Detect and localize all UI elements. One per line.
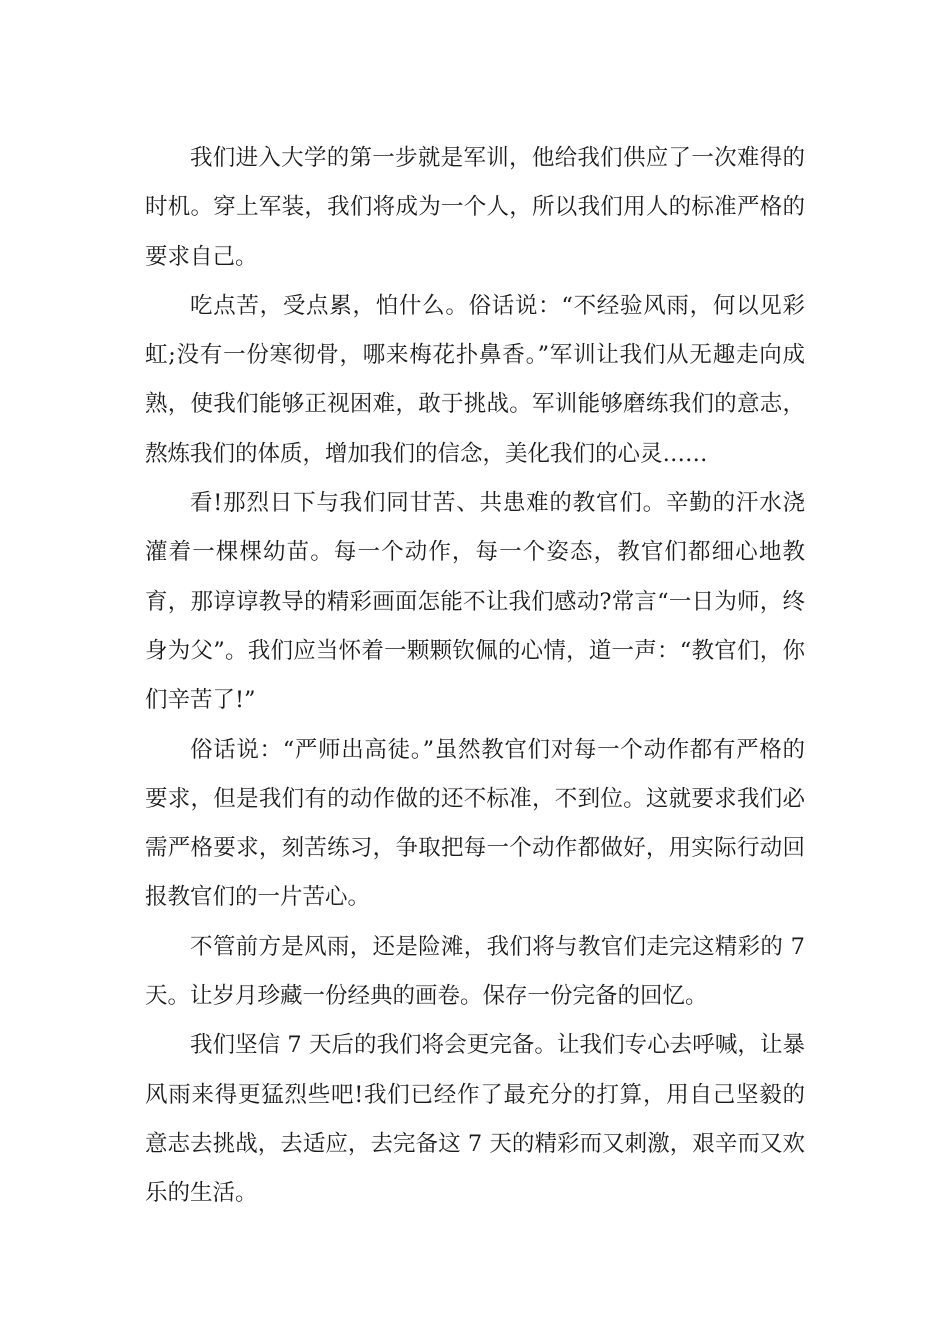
paragraph-5: 不管前方是风雨，还是险滩，我们将与教官们走完这精彩的 7 天。让岁月珍藏一份经典的画卷。保存一份完备的回忆。 (145, 933, 805, 1010)
paragraph-2: 吃点苦，受点累，怕什么。俗话说：“不经验风雨，何以见彩虹;没有一份寒彻骨，哪来梅花扑鼻香。”军训让我们从无趣走向成熟，使我们能够正视困难，敢于挑战。军训能够磨练我们的意志，熬炼我们的体质，增加我们的信念，美化我们的心灵…… (145, 292, 805, 467)
paragraph-1: 我们进入大学的第一步就是军训，他给我们供应了一次难得的时机。穿上军装，我们将成为一个人，所以我们用人的标准严格的要求自己。 (145, 145, 805, 270)
document-body (145, 134, 805, 1219)
paragraph-4: 俗话说：“严师出高徒。”虽然教官们对每一个动作都有严格的要求，但是我们有的动作做的还不标准，不到位。这就要求我们必需严格要求，刻苦练习，争取把每一个动作都做好，用实际行动回报教官们的一片苦心。 (145, 736, 805, 911)
paragraph-6: 我们坚信 7 天后的我们将会更完备。让我们专心去呼喊，让暴风雨来得更猛烈些吧!我们已经作了最充分的打算，用自己坚毅的意志去挑战，去适应，去完备这 7 天的精彩而又刺激，艰辛而又欢乐的生活。 (145, 1032, 805, 1207)
paragraph-3: 看!那烈日下与我们同甘苦、共患难的教官们。辛勤的汗水浇灌着一棵棵幼苗。每一个动作，每一个姿态，教官们都细心地教育，那谆谆教导的精彩画面怎能不让我们感动?常言“一日为师，终身为父”。我们应当怀着一颗颗钦佩的心情，道一声：“教官们，你们辛苦了!” (145, 490, 805, 714)
